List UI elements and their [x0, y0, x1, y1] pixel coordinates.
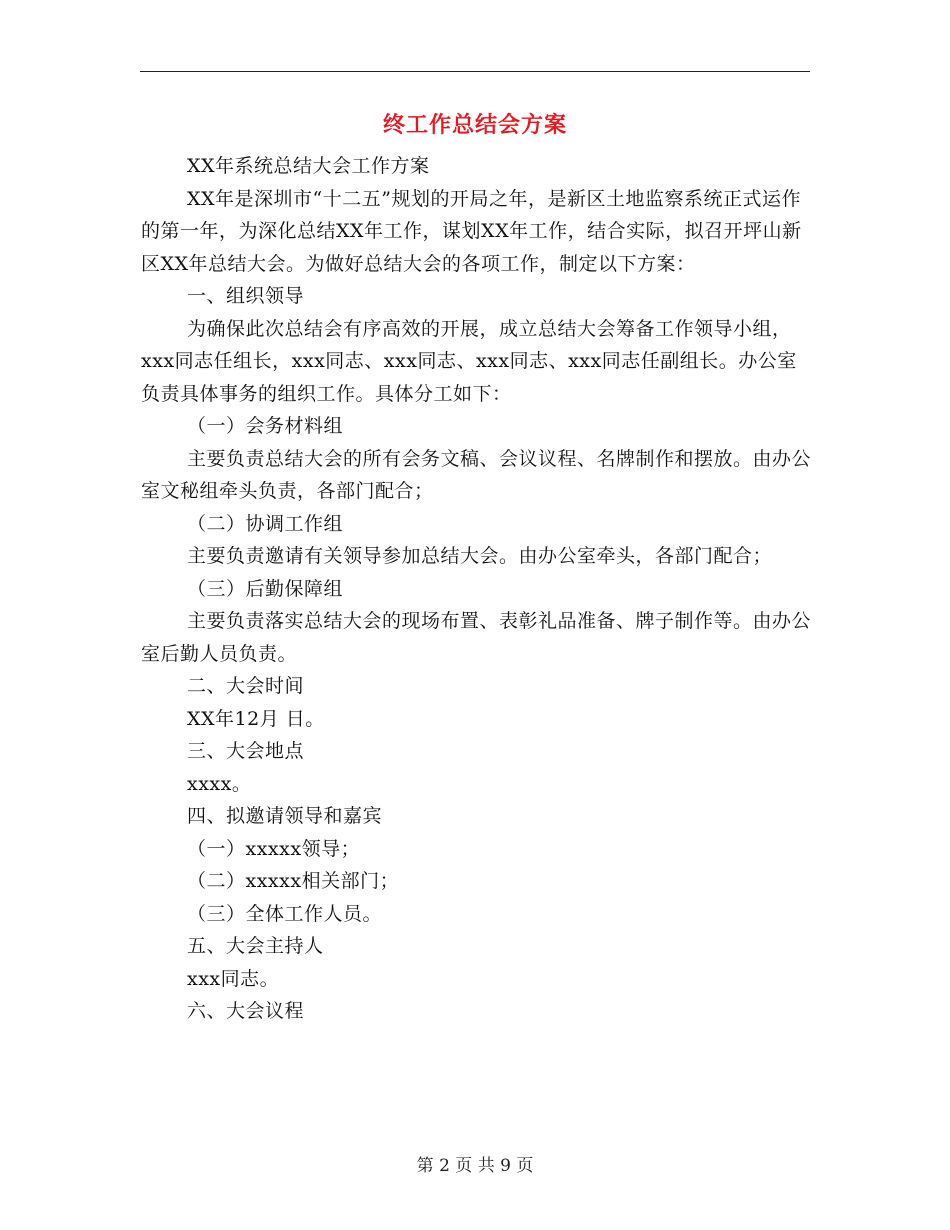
list-item-guests-1: （一）xxxxx领导；: [187, 837, 361, 860]
paragraph-intro: XX年是深圳市“十二五”规划的开局之年，是新区土地监察系统正式运作的第一年，为深化总结XX年工作，谋划XX年工作，结合实际，拟召开坪山新区XX年总结大会。为做好总结大会的各项工作，制定以下方案：: [141, 187, 802, 275]
paragraph-logistics-group: 主要负责落实总结大会的现场布置、表彰礼品准备、牌子制作等。由办公室后勤人员负责。: [141, 610, 812, 665]
paragraph-host: xxx同志。: [187, 967, 280, 990]
heading-invited-guests: 四、拟邀请领导和嘉宾: [187, 805, 383, 827]
paragraph-coordination-group: 主要负责邀请有关领导参加总结大会。由办公室牵头，各部门配合；: [187, 545, 773, 567]
subheading-coordination-group: （二）协调工作组: [187, 512, 344, 535]
document-body: [141, 150, 816, 1028]
heading-meeting-time: 二、大会时间: [187, 675, 305, 697]
paragraph-organization: 为确保此次总结会有序高效的开展，成立总结大会筹备工作领导小组，xxx同志任组长，xxx同志、xxx同志、xxx同志、xxx同志任副组长。办公室负责具体事务的组织工作。具体分工如下：: [141, 317, 797, 405]
subheading-logistics-group: （三）后勤保障组: [187, 577, 344, 600]
heading-organization: 一、组织领导: [187, 285, 305, 307]
header-rule: [140, 71, 810, 72]
paragraph-subtitle: XX年系统总结大会工作方案: [187, 155, 430, 177]
paragraph-meeting-time: XX年12月 日。: [187, 707, 325, 730]
heading-meeting-location: 三、大会地点: [187, 740, 305, 762]
list-item-guests-3: （三）全体工作人员。: [187, 902, 383, 925]
heading-agenda: 六、大会议程: [187, 1000, 305, 1022]
list-item-guests-2: （二）xxxxx相关部门；: [187, 870, 400, 892]
page-number-footer: 第 2 页 共 9 页: [416, 1156, 534, 1176]
document-title: 终工作总结会方案: [382, 112, 567, 138]
paragraph-materials-group: 主要负责总结大会的所有会务文稿、会议议程、名牌制作和摆放。由办公室文秘组牵头负责，各部门配合；: [141, 447, 812, 502]
heading-host: 五、大会主持人: [187, 935, 324, 957]
paragraph-meeting-location: xxxx。: [187, 772, 252, 795]
subheading-materials-group: （一）会务材料组: [187, 415, 344, 437]
